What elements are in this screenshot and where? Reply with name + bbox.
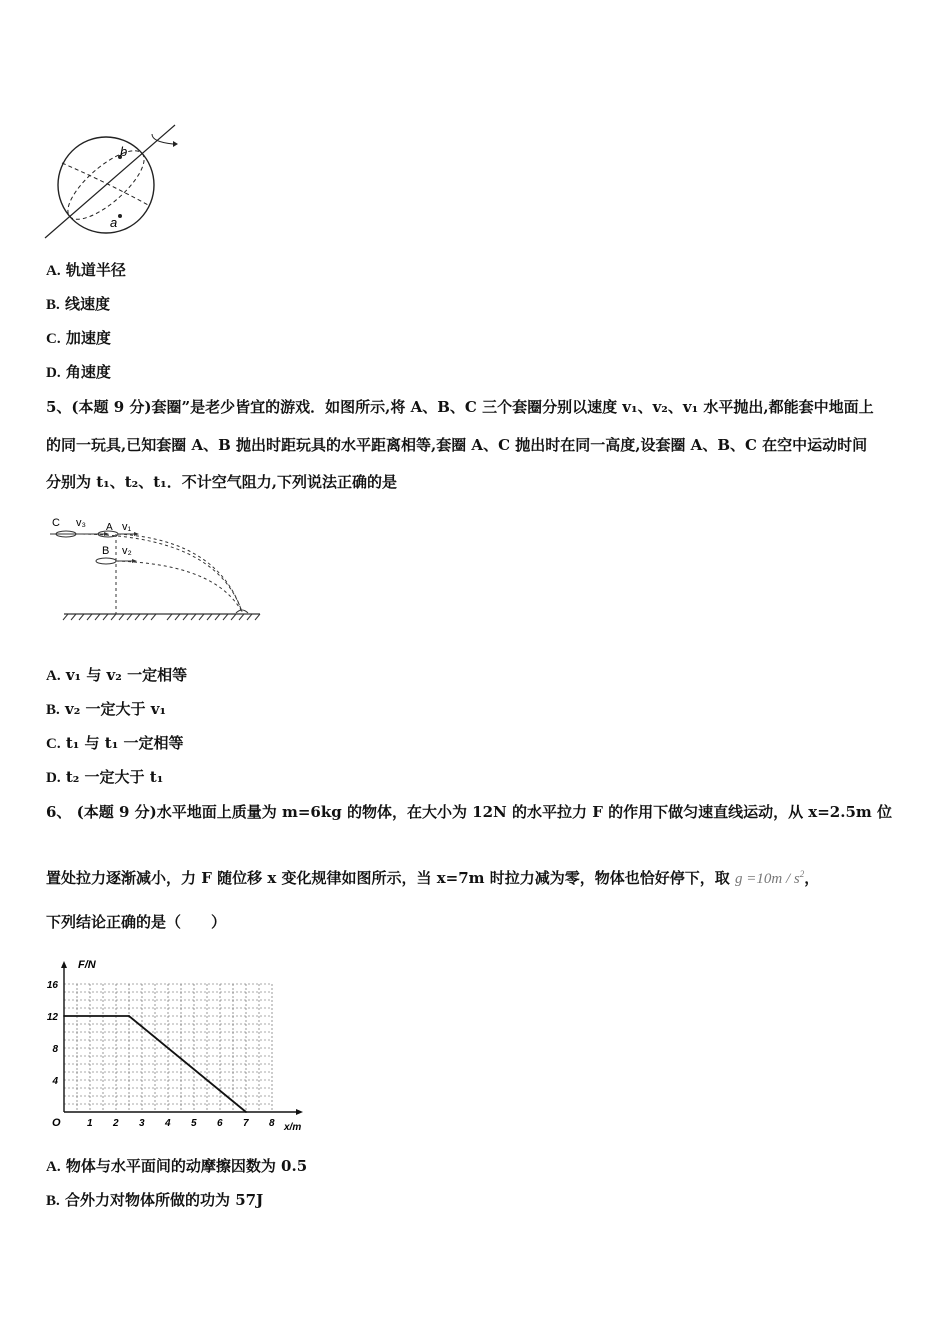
label-v3: v₃	[76, 517, 86, 529]
q5-option-b: B. v₂ 一定大于 v₁	[46, 700, 167, 718]
series-point	[128, 1015, 130, 1017]
y-axis-arrow	[61, 961, 67, 968]
y-axis-label: F/N	[78, 959, 96, 971]
q6-stem-line2: 置处拉力逐渐减小，力 F 随位移 x 变化规律如图所示，当 x=7m 时拉力减为零，物体也恰好停下，取 $g =10m / s^2$，	[46, 869, 820, 887]
label-b: b	[120, 144, 128, 159]
label-b: B	[102, 545, 110, 557]
q5-option-a: A. v₁ 与 v₂ 一定相等	[46, 666, 188, 684]
x-tick-label: 2	[113, 1118, 119, 1129]
q6-option-b: B. 合外力对物体所做的功为 57J	[46, 1191, 264, 1209]
x-tick-label: 4	[165, 1118, 171, 1129]
q5-stem-line3: 分别为 t₁、t₂、t₁．不计空气阻力,下列说法正确的是	[46, 473, 397, 491]
x-axis-arrow	[296, 1109, 303, 1115]
q4-option-c: C. 加速度	[46, 329, 111, 347]
x-tick-label: 8	[269, 1118, 275, 1129]
force-displacement-chart	[44, 952, 306, 1132]
label-v1: v₁	[122, 521, 132, 533]
label-a: A	[106, 522, 113, 533]
path-b	[116, 561, 242, 612]
path-a	[118, 534, 242, 612]
x-tick-label: 6	[217, 1118, 223, 1129]
path-c	[76, 534, 242, 612]
x-tick-label: 5	[191, 1118, 197, 1129]
rotation-arrowhead	[173, 141, 178, 147]
q6-stem-line3: 下列结论正确的是（ ）	[46, 913, 227, 931]
label-a: a	[110, 215, 118, 230]
x-tick-label: 1	[87, 1118, 93, 1129]
x-axis-label: x/m	[284, 1122, 302, 1132]
q4-option-b: B. 线速度	[46, 295, 111, 313]
q6-option-a: A. 物体与水平面间的动摩擦因数为 0.5	[46, 1157, 308, 1175]
y-tick-label: 4	[52, 1076, 58, 1087]
q6-stem-line1: 6、 (本题 9 分)水平地面上质量为 m=6kg 的物体，在大小为 12N 的水平拉力 F 的作用下做匀速直线运动，从 x=2.5m 位	[46, 803, 892, 821]
q5-stem-line2: 的同一玩具,已知套圈 A、B 抛出时距玩具的水平距离相等,套圈 A、C 抛出时在同一高度,设套圈 A、B、C 在空中运动时间	[46, 436, 868, 454]
q4-option-d: D. 角速度	[46, 363, 111, 381]
q5-option-d: D. t₂ 一定大于 t₁	[46, 768, 164, 786]
label-c: C	[52, 517, 60, 529]
globe-figure	[40, 120, 185, 245]
x-tick-label: 3	[139, 1118, 145, 1129]
gravity-formula: $g =10m / s^2$	[734, 869, 805, 887]
series-point	[63, 1015, 65, 1017]
label-v2: v₂	[122, 545, 132, 557]
y-tick-label: 8	[52, 1044, 58, 1055]
origin-label: O	[52, 1117, 61, 1129]
ground-hatching	[63, 614, 260, 620]
x-tick-label: 7	[243, 1118, 249, 1129]
point-a	[118, 214, 122, 218]
y-tick-label: 16	[46, 980, 58, 991]
q4-option-a: A. 轨道半径	[46, 261, 126, 279]
q5-option-c: C. t₁ 与 t₁ 一定相等	[46, 734, 184, 752]
ring-toss-figure	[46, 510, 266, 630]
series-point	[245, 1111, 247, 1113]
q5-stem-line1: 5、(本题 9 分)套圈”是老少皆宜的游戏．如图所示,将 A、B、C 三个套圈分别以速度 v₁、v₂、v₁ 水平抛出,都能套中地面上	[46, 398, 874, 416]
ring-b	[96, 558, 116, 564]
y-tick-label: 12	[46, 1012, 58, 1023]
